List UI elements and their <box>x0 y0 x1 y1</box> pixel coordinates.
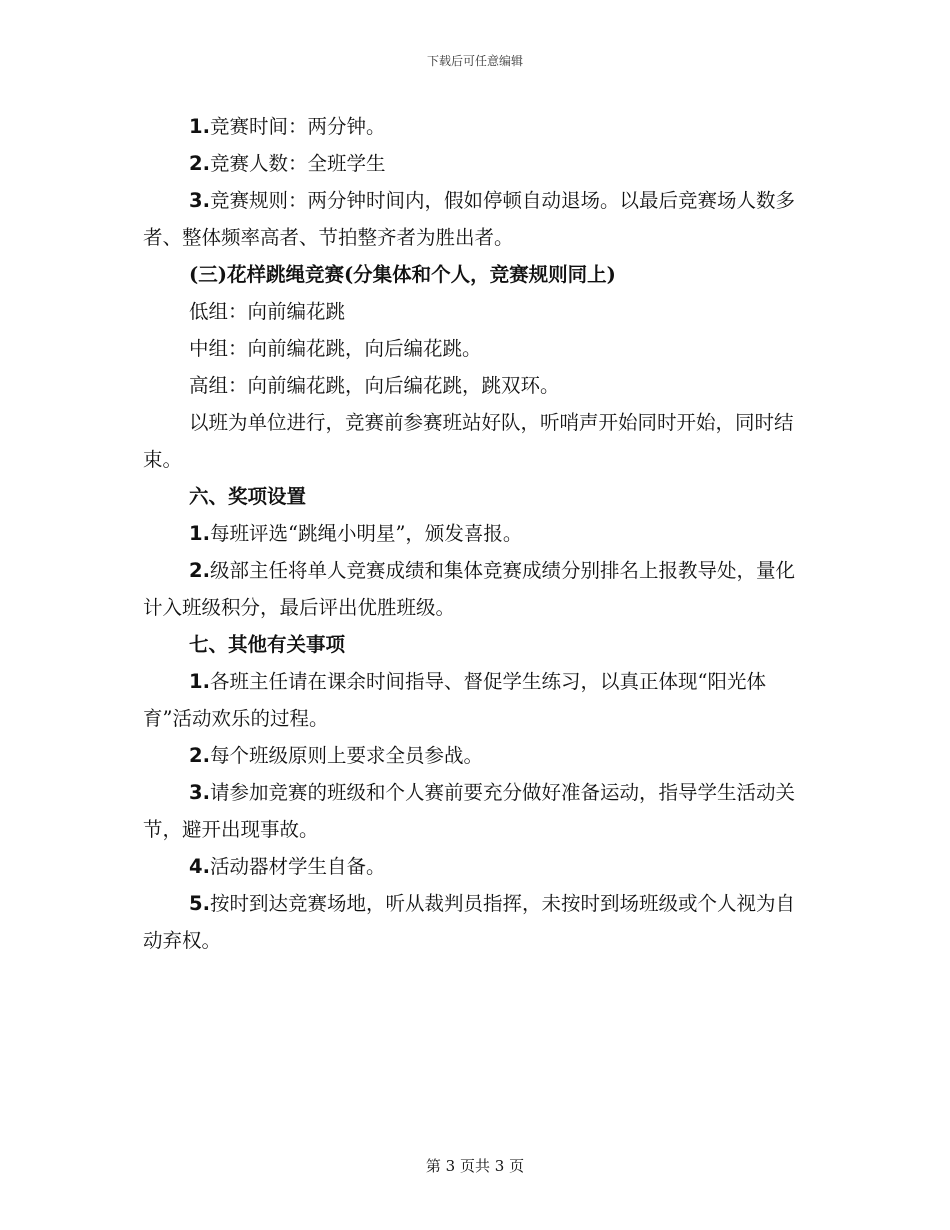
item-number: 5. <box>189 892 210 915</box>
document-body <box>143 108 809 959</box>
page-footer: 第 3 页共 3 页 <box>425 1157 525 1175</box>
paragraph-text: 请参加竞赛的班级和个人赛前要充分做好准备运动，指导学生活动关节，避开出现事故。 <box>143 781 795 841</box>
item-number: 3. <box>189 189 210 212</box>
paragraph-text: 竞赛规则：两分钟时间内，假如停顿自动退场。以最后竞赛场人数多者、整体频率高者、节拍整齐者为胜出者。 <box>143 189 795 249</box>
paragraph-award-star <box>143 515 809 552</box>
item-number: 2. <box>189 152 210 175</box>
section-heading-other-matters: 七、其他有关事项 <box>189 633 346 656</box>
paragraph-award-ranking <box>143 552 809 626</box>
paragraph-text: 活动器材学生自备。 <box>209 855 386 878</box>
paragraph-competition-participants <box>143 145 809 182</box>
item-number: 2. <box>189 559 210 582</box>
paragraph-text: 级部主任将单人竞赛成绩和集体竞赛成绩分别排名上报教导处，量化计入班级积分，最后评出优胜班级。 <box>143 559 795 619</box>
item-number: 1. <box>189 670 210 693</box>
paragraph-text: 竞赛时间：两分钟。 <box>209 115 386 138</box>
section-heading-awards: 六、奖项设置 <box>189 485 307 508</box>
paragraph-text: 每班评选“跳绳小明星”，颁发喜报。 <box>209 522 523 545</box>
item-number: 3. <box>189 781 210 804</box>
item-number: 1. <box>189 115 210 138</box>
paragraph-class-unit: 以班为单位进行，竞赛前参赛班站好队，听哨声开始同时开始，同时结束。 <box>143 411 794 471</box>
paragraph-competition-time <box>143 108 809 145</box>
paragraph-competition-rules <box>143 182 809 256</box>
paragraph-high-group: 高组：向前编花跳，向后编花跳，跳双环。 <box>189 374 560 397</box>
item-number: 1. <box>189 522 210 545</box>
paragraph-middle-group: 中组：向前编花跳，向后编花跳。 <box>189 337 482 360</box>
paragraph-teacher-guidance <box>143 663 809 737</box>
paragraph-equipment <box>143 848 809 885</box>
item-number: 4. <box>189 855 210 878</box>
section-heading-fancy-rope: (三)花样跳绳竞赛(分集体和个人，竞赛规则同上) <box>189 263 616 286</box>
paragraph-text: 竞赛人数：全班学生 <box>209 152 386 175</box>
paragraph-text: 各班主任请在课余时间指导、督促学生练习，以真正体现“阳光体育”活动欢乐的过程。 <box>143 670 766 730</box>
paragraph-low-group: 低组：向前编花跳 <box>189 300 346 323</box>
paragraph-punctuality <box>143 885 809 959</box>
page-header: 下载后可任意编辑 <box>426 54 523 68</box>
paragraph-text: 按时到达竞赛场地，听从裁判员指挥，未按时到场班级或个人视为自动弃权。 <box>143 892 795 952</box>
paragraph-warm-up <box>143 774 809 848</box>
item-number: 2. <box>189 744 210 767</box>
paragraph-text: 每个班级原则上要求全员参战。 <box>209 744 483 767</box>
paragraph-full-participation <box>143 737 809 774</box>
